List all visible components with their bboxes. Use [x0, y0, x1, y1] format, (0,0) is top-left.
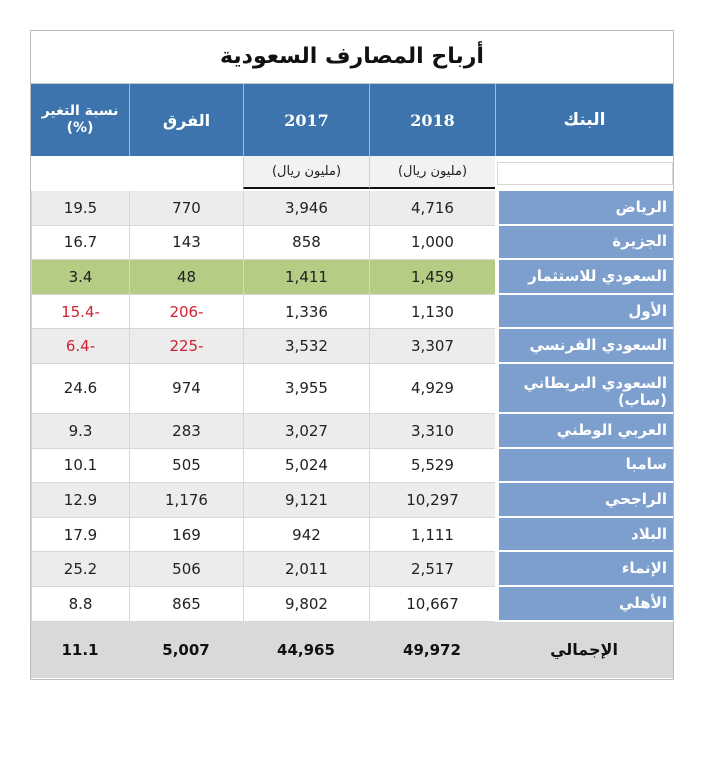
header-2017: 2017 — [243, 84, 369, 156]
bank-name: الجزيرة — [495, 226, 673, 261]
units-pct-blank — [31, 156, 129, 191]
value-2018: 1,111 — [369, 518, 495, 553]
value-diff: 505 — [129, 449, 243, 484]
value-diff: 143 — [129, 226, 243, 261]
value-2017: 1,336 — [243, 295, 369, 330]
units-2018: (مليون ريال) — [369, 156, 495, 189]
table-row — [31, 226, 673, 261]
value-diff: 506 — [129, 552, 243, 587]
value-diff: 48 — [129, 260, 243, 295]
value-pct: 24.6 — [31, 364, 129, 414]
value-2018: 2,517 — [369, 552, 495, 587]
value-2017: 1,411 — [243, 260, 369, 295]
bank-name: الرياض — [495, 191, 673, 226]
value-2017: 942 — [243, 518, 369, 553]
value-2017: 3,946 — [243, 191, 369, 226]
total-2018: 49,972 — [403, 640, 461, 659]
value-2017: 3,532 — [243, 329, 369, 364]
value-diff: 865 — [129, 587, 243, 622]
bank-name: العربي الوطني — [495, 414, 673, 449]
total-label: الإجمالي — [550, 640, 618, 660]
value-2017: 9,121 — [243, 483, 369, 518]
value-2017: 5,024 — [243, 449, 369, 484]
table-row — [31, 364, 673, 414]
table-row — [31, 518, 673, 553]
table-body — [31, 191, 673, 622]
table-title: أرباح المصارف السعودية — [31, 31, 673, 84]
value-2017: 2,011 — [243, 552, 369, 587]
value-diff: 974 — [129, 364, 243, 414]
header-2018: 2018 — [369, 84, 495, 156]
value-2018: 10,297 — [369, 483, 495, 518]
bank-name: السعودي للاستثمار — [495, 260, 673, 295]
value-diff: 1,176 — [129, 483, 243, 518]
value-diff: 206- — [129, 295, 243, 330]
table-row — [31, 295, 673, 330]
value-2018: 4,929 — [369, 364, 495, 414]
bank-name: السعودي البريطاني (ساب) — [495, 364, 673, 414]
value-2017: 3,027 — [243, 414, 369, 449]
bank-name: سامبا — [495, 449, 673, 484]
header-pct-label: نسبة التغير — [41, 103, 119, 119]
table-row — [31, 414, 673, 449]
value-pct: 6.4- — [31, 329, 129, 364]
value-pct: 3.4 — [31, 260, 129, 295]
value-2017: 3,955 — [243, 364, 369, 414]
header-bank: البنك — [495, 84, 673, 156]
value-2018: 5,529 — [369, 449, 495, 484]
value-pct: 19.5 — [31, 191, 129, 226]
units-bank-blank — [495, 156, 673, 191]
header-pct — [31, 84, 129, 156]
value-2018: 1,000 — [369, 226, 495, 261]
value-2018: 1,459 — [369, 260, 495, 295]
value-pct: 25.2 — [31, 552, 129, 587]
total-2017: 44,965 — [277, 640, 335, 659]
value-pct: 15.4- — [31, 295, 129, 330]
value-2018: 4,716 — [369, 191, 495, 226]
bank-name: الراجحي — [495, 483, 673, 518]
value-pct: 17.9 — [31, 518, 129, 553]
units-2017: (مليون ريال) — [243, 156, 369, 189]
bank-name: الإنماء — [495, 552, 673, 587]
units-diff-blank — [129, 156, 243, 191]
units-row — [31, 156, 673, 191]
table-row — [31, 552, 673, 587]
value-2018: 3,307 — [369, 329, 495, 364]
bank-name: السعودي الفرنسي — [495, 329, 673, 364]
table-row — [31, 191, 673, 226]
value-diff: 770 — [129, 191, 243, 226]
value-pct: 10.1 — [31, 449, 129, 484]
bank-name: البلاد — [495, 518, 673, 553]
bank-profits-table — [30, 30, 674, 680]
table-header — [31, 84, 673, 156]
table-row — [31, 329, 673, 364]
value-2018: 10,667 — [369, 587, 495, 622]
value-pct: 8.8 — [31, 587, 129, 622]
table-row — [31, 587, 673, 622]
total-row — [31, 622, 673, 678]
bank-name: الأهلي — [495, 587, 673, 622]
value-2017: 9,802 — [243, 587, 369, 622]
value-pct: 12.9 — [31, 483, 129, 518]
value-pct: 16.7 — [31, 226, 129, 261]
value-pct: 9.3 — [31, 414, 129, 449]
value-diff: 283 — [129, 414, 243, 449]
header-diff: الفرق — [129, 84, 243, 156]
value-2017: 858 — [243, 226, 369, 261]
table-row — [31, 483, 673, 518]
bank-name: الأول — [495, 295, 673, 330]
header-pct-unit: (%) — [66, 120, 94, 136]
value-diff: 169 — [129, 518, 243, 553]
table-row — [31, 260, 673, 295]
value-2018: 1,130 — [369, 295, 495, 330]
table-row — [31, 449, 673, 484]
total-pct: 11.1 — [61, 640, 99, 659]
value-diff: 225- — [129, 329, 243, 364]
value-2018: 3,310 — [369, 414, 495, 449]
total-diff: 5,007 — [162, 640, 210, 659]
